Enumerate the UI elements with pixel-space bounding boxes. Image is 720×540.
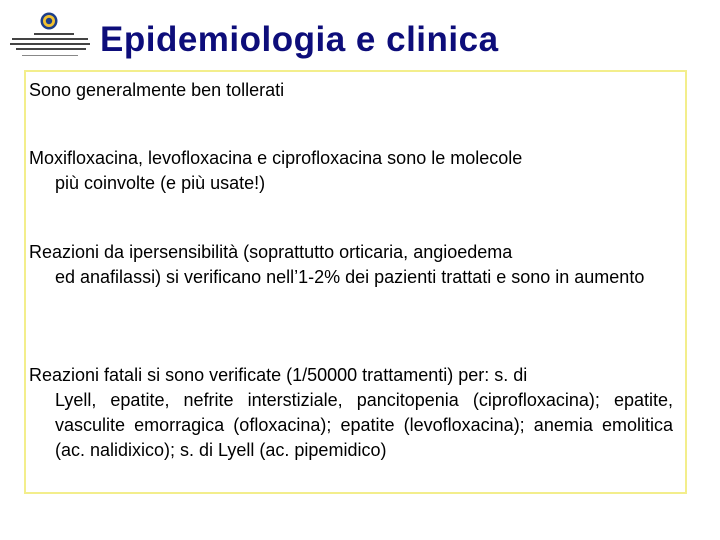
university-seal-icon <box>40 12 58 30</box>
university-logo <box>8 12 88 58</box>
paragraph-first-line: Reazioni da ipersensibilità (soprattutto orticaria, angioedema <box>29 242 513 262</box>
paragraph-2 <box>29 146 673 196</box>
paragraph-1 <box>29 78 673 103</box>
paragraph-first-line: Moxifloxacina, levofloxacina e ciprofloxacina sono le molecole <box>29 148 523 168</box>
paragraph-continuation: ed anafilassi) si verificano nell’1-2% dei pazienti trattati e sono in aumento <box>55 267 645 287</box>
paragraph-continuation: Lyell, epatite, nefrite interstiziale, pancitopenia (ciprofloxacina); epatite, vasculite emorragica (ofloxacina); epatite (levofloxacina); anemia emolitica (ac. nalidixico); s. di Lyell (ac. pipemidico) <box>55 390 673 460</box>
paragraph-continuation: più coinvolte (e più usate!) <box>55 173 266 193</box>
paragraph-4 <box>29 363 673 463</box>
page-title: Epidemiologia e clinica <box>100 20 499 59</box>
paragraph-text: Sono generalmente ben tollerati <box>29 80 285 100</box>
paragraph-3 <box>29 240 673 290</box>
paragraph-first-line: Reazioni fatali si sono verificate (1/50000 trattamenti) per: s. di <box>29 365 528 385</box>
